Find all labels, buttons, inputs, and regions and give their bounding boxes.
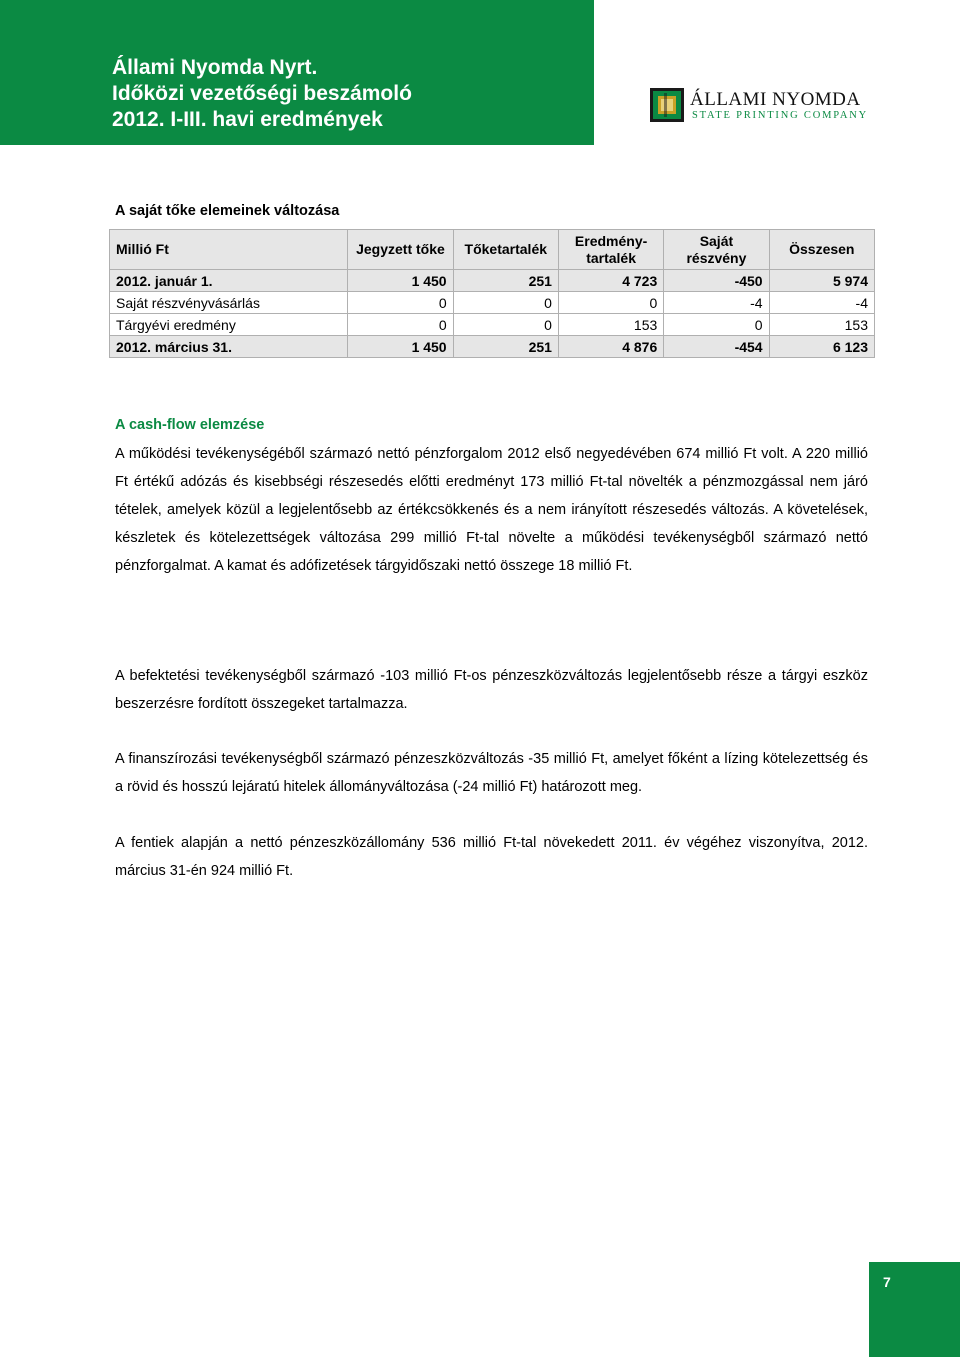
equity-header-row xyxy=(110,230,875,270)
equity-table xyxy=(109,229,875,358)
page-number-box xyxy=(869,1262,960,1357)
cell-value: -4 xyxy=(664,292,769,314)
table-row xyxy=(110,336,875,358)
cell-value: 0 xyxy=(348,292,453,314)
title-line-report: Időközi vezetőségi beszámoló xyxy=(112,82,412,105)
cell-value: 4 723 xyxy=(558,270,663,292)
equity-section-title: A saját tőke elemeinek változása xyxy=(115,203,340,219)
cell-value: -454 xyxy=(664,336,769,358)
table-row xyxy=(110,270,875,292)
col-header-retained-earnings: Eredmény-tartalék xyxy=(558,230,663,270)
cell-value: 1 450 xyxy=(348,270,453,292)
paragraph-net-cash: A fentiek alapján a nettó pénzeszközállomány 536 millió Ft-tal növekedett 2011. év végéhez viszonyítva, 2012. március 31-én 924 millió Ft. xyxy=(115,835,868,879)
cell-value: 0 xyxy=(453,292,558,314)
cell-value: -4 xyxy=(769,292,874,314)
col-header-capital-reserve: Tőketartalék xyxy=(453,230,558,270)
row-label: Saját részvényvásárlás xyxy=(110,292,348,314)
cell-value: 5 974 xyxy=(769,270,874,292)
company-logo xyxy=(650,86,869,126)
cell-value: 153 xyxy=(769,314,874,336)
row-label: Tárgyévi eredmény xyxy=(110,314,348,336)
cell-value: 1 450 xyxy=(348,336,453,358)
col-header-unit: Millió Ft xyxy=(110,230,348,270)
title-line-period: 2012. I-III. havi eredmények xyxy=(112,108,383,131)
row-label: 2012. január 1. xyxy=(110,270,348,292)
cashflow-title-text: A cash-flow elemzése xyxy=(115,417,265,433)
cell-value: 6 123 xyxy=(769,336,874,358)
cell-value: -450 xyxy=(664,270,769,292)
cell-value: 4 876 xyxy=(558,336,663,358)
cell-value: 0 xyxy=(453,314,558,336)
col-header-treasury-shares: Saját részvény xyxy=(664,230,769,270)
table-row xyxy=(110,292,875,314)
row-label: 2012. március 31. xyxy=(110,336,348,358)
paragraph-operating: A működési tevékenységéből származó nettó pénzforgalom 2012 első negyedévében 674 millió Ft volt. A 220 millió Ft értékű adózás és kisebbségi részesedés előtti eredményt 173 millió Ft-tal növelték a pénzmozgással nem járó tételek, amelyek közül a legjelentősebb az értékcsökkenés és a nem irányított részesedés változás. A követelések, készletek és kötelezettségek változása 299 millió Ft-tal növelte a működési tevékenységből származó nettó pénzforgalmat. A kamat és adófizetések tárgyidőszaki nettó összege 18 millió Ft. xyxy=(115,446,868,574)
cell-value: 0 xyxy=(558,292,663,314)
cashflow-section-title xyxy=(115,417,264,433)
table-row xyxy=(110,314,875,336)
paragraph-financing: A finanszírozási tevékenységből származó pénzeszközváltozás -35 millió Ft, amelyet főként a lízing kötelezettség és a rövid és hosszú lejáratú hitelek állományváltozása (-24 millió Ft) határozott meg. xyxy=(115,751,868,795)
report-title xyxy=(112,55,412,133)
logo-name: ÁLLAMI NYOMDA xyxy=(690,89,861,110)
page-number: 7 xyxy=(883,1274,891,1290)
cell-value: 251 xyxy=(453,270,558,292)
cell-value: 251 xyxy=(453,336,558,358)
col-header-total: Összesen xyxy=(769,230,874,270)
paragraph-investing: A befektetési tevékenységből származó -103 millió Ft-os pénzeszközváltozás legjelentősebb része a tárgyi eszköz beszerzésre fordított összegeket tartalmazza. xyxy=(115,668,868,712)
cell-value: 0 xyxy=(348,314,453,336)
cell-value: 153 xyxy=(558,314,663,336)
cell-value: 0 xyxy=(664,314,769,336)
col-header-share-capital: Jegyzett tőke xyxy=(348,230,453,270)
logo-subtitle: STATE PRINTING COMPANY xyxy=(692,110,869,121)
logo-mark-icon xyxy=(650,88,684,122)
title-line-company: Állami Nyomda Nyrt. xyxy=(112,56,318,79)
header-band xyxy=(0,0,594,145)
